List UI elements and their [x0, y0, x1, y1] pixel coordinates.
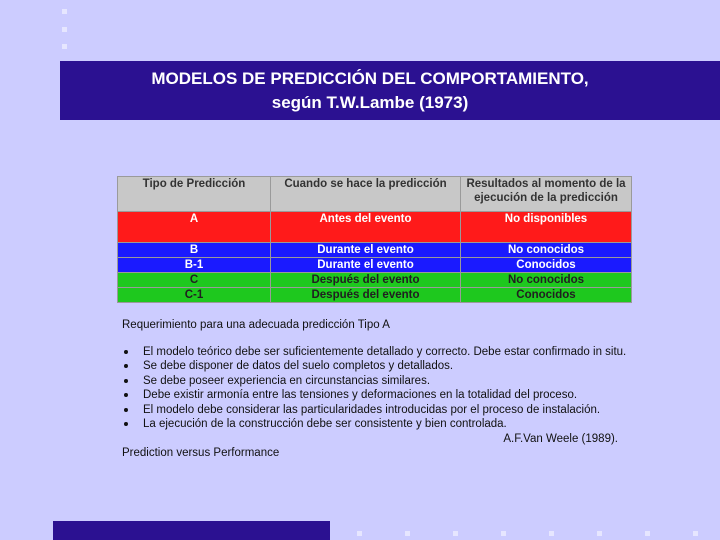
cell-resultado: No conocidos [461, 273, 632, 288]
table-header-row [118, 177, 632, 212]
table-row [118, 288, 632, 303]
decorative-dot [549, 531, 554, 536]
cell-resultado: No conocidos [461, 243, 632, 258]
list-item: Debe existir armonía entre las tensiones y deformaciones en la totalidad del proceso. [143, 388, 632, 403]
list-item: El modelo debe considerar las particularidades introducidas por el proceso de instalación. [143, 403, 632, 418]
requirements-section [122, 318, 632, 461]
cell-tipo: B [118, 243, 271, 258]
decorative-dot [357, 531, 362, 536]
cell-cuando: Después del evento [271, 288, 461, 303]
decorative-dot [62, 9, 67, 14]
decorative-dot [62, 44, 67, 49]
citation: A.F.Van Weele (1989). [503, 432, 618, 445]
bottom-accent-bar [53, 521, 330, 540]
table-row [118, 243, 632, 258]
title-line-2: según T.W.Lambe (1973) [271, 92, 469, 112]
decorative-dot [693, 531, 698, 536]
table-row [118, 258, 632, 273]
cell-tipo: C [118, 273, 271, 288]
cell-resultado: Conocidos [461, 258, 632, 273]
cell-tipo: C-1 [118, 288, 271, 303]
cell-cuando: Después del evento [271, 273, 461, 288]
list-item: El modelo teórico debe ser suficientemente detallado y correcto. Debe estar confirmado in situ. [143, 345, 632, 360]
list-item: Se debe disponer de datos del suelo completos y detallados. [143, 359, 632, 374]
requirements-heading: Requerimiento para una adecuada predicción Tipo A [122, 319, 390, 331]
list-item: La ejecución de la construcción debe ser consistente y bien controlada. [143, 417, 632, 432]
cell-cuando: Durante el evento [271, 243, 461, 258]
requirements-list [122, 345, 632, 432]
title-line-1: MODELOS DE PREDICCIÓN DEL COMPORTAMIENTO, [151, 68, 589, 88]
list-item: Se debe poseer experiencia en circunstancias similares. [143, 374, 632, 389]
decorative-dot [645, 531, 650, 536]
cell-cuando: Durante el evento [271, 258, 461, 273]
decorative-dot [405, 531, 410, 536]
decorative-dot [501, 531, 506, 536]
header-cuando: Cuando se hace la predicción [271, 177, 461, 212]
source-note: Prediction versus Performance [122, 447, 280, 459]
cell-resultado: No disponibles [461, 212, 632, 243]
table-row [118, 273, 632, 288]
header-resultados: Resultados al momento de la ejecución de la predicción [461, 177, 632, 212]
cell-cuando: Antes del evento [271, 212, 461, 243]
cell-tipo: B-1 [118, 258, 271, 273]
header-tipo: Tipo de Predicción [118, 177, 271, 212]
cell-tipo: A [118, 212, 271, 243]
table-row [118, 212, 632, 243]
decorative-dot [453, 531, 458, 536]
decorative-dot [62, 27, 67, 32]
prediction-table [117, 176, 632, 303]
slide-title [60, 61, 720, 120]
cell-resultado: Conocidos [461, 288, 632, 303]
decorative-dot [597, 531, 602, 536]
